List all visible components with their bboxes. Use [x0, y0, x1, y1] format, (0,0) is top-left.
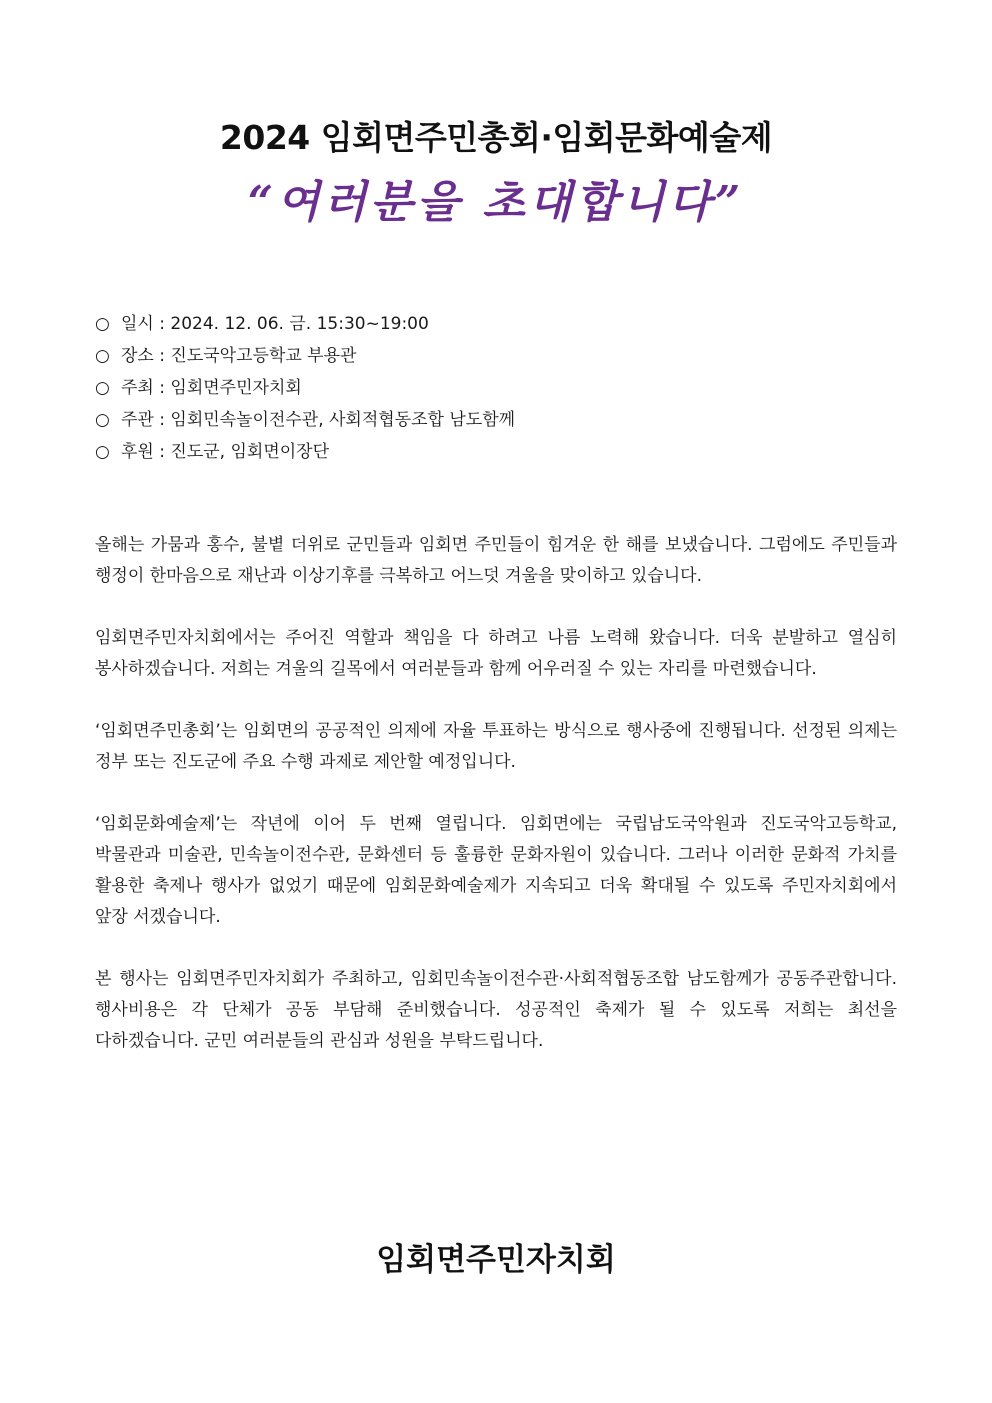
event-sponsor-label: 후원	[121, 442, 154, 462]
circle-bullet-icon: ○	[95, 346, 110, 366]
document-title: 2024 임회면주민총회·임회문화예술제	[219, 118, 773, 157]
event-host-row: ○ 주최 : 임회면주민자치회	[95, 372, 895, 404]
event-date-value: 2024. 12. 06. 금. 15:30~19:00	[170, 314, 429, 334]
paragraph-closing: 본 행사는 임회면주민자치회가 주최하고, 임회민속놀이전수관·사회적협동조합 남도함께가 공동주관합니다. 행사비용은 각 단체가 공동 부담해 준비했습니다. 성공적인 축제가 될 수 있도록 저희는 최선을 다하겠습니다. 군민 여러분들의 관심과 성원을 부탁드립니다.	[95, 969, 897, 1051]
event-info-list	[95, 308, 895, 468]
circle-bullet-icon: ○	[95, 378, 110, 398]
paragraph-arts-festival: ‘임회문화예술제’는 작년에 이어 두 번째 열립니다. 임회면에는 국립남도국악원과 진도국악고등학교, 박물관과 미술관, 민속놀이전수관, 문화센터 등 훌륭한 문화자원이 있습니다. 그러나 이러한 문화적 가치를 활용한 축제나 행사가 없었기 때문에 임회문화예술제가 지속되고 더욱 확대될 수 있도록 주민자치회에서 앞장 서겠습니다.	[95, 814, 897, 927]
event-organizer-value: 임회민속놀이전수관, 사회적협동조합 남도함께	[170, 410, 516, 430]
event-venue-value: 진도국악고등학교 부용관	[170, 346, 357, 366]
circle-bullet-icon: ○	[95, 442, 110, 462]
event-organizer-row: ○ 주관 : 임회민속놀이전수관, 사회적협동조합 남도함께	[95, 404, 895, 436]
event-date-label: 일시	[121, 314, 154, 334]
circle-bullet-icon: ○	[95, 410, 110, 430]
event-date-row: ○ 일시 : 2024. 12. 06. 금. 15:30~19:00	[95, 308, 895, 340]
event-host-value: 임회면주민자치회	[170, 378, 302, 398]
body-text	[95, 530, 897, 1088]
signature-organization: 임회면주민자치회	[376, 1242, 616, 1278]
event-venue-row: ○ 장소 : 진도국악고등학교 부용관	[95, 340, 895, 372]
event-sponsor-row: ○ 후원 : 진도군, 임회면이장단	[95, 436, 895, 468]
event-sponsor-value: 진도군, 임회면이장단	[170, 442, 330, 462]
event-venue-label: 장소	[121, 346, 154, 366]
circle-bullet-icon: ○	[95, 314, 110, 334]
event-host-label: 주최	[121, 378, 154, 398]
paragraph-council: 임회면주민자치회에서는 주어진 역할과 책임을 다 하려고 나름 노력해 왔습니다. 더욱 분발하고 열심히 봉사하겠습니다. 저희는 겨울의 길목에서 여러분들과 함께 어우러질 수 있는 자리를 마련했습니다.	[95, 628, 897, 679]
paragraph-intro: 올해는 가뭄과 홍수, 불볕 더위로 군민들과 임회면 주민들이 힘겨운 한 해를 보냈습니다. 그럼에도 주민들과 행정이 한마음으로 재난과 이상기후를 극복하고 어느덧 겨울을 맞이하고 있습니다.	[95, 535, 897, 586]
event-organizer-label: 주관	[121, 410, 154, 430]
invitation-heading: “여러분을 초대합니다”	[247, 177, 745, 228]
paragraph-general-assembly: ‘임회면주민총회’는 임회면의 공공적인 의제에 자율 투표하는 방식으로 행사중에 진행됩니다. 선정된 의제는 정부 또는 진도군에 주요 수행 과제로 제안할 예정입니다.	[95, 721, 897, 772]
